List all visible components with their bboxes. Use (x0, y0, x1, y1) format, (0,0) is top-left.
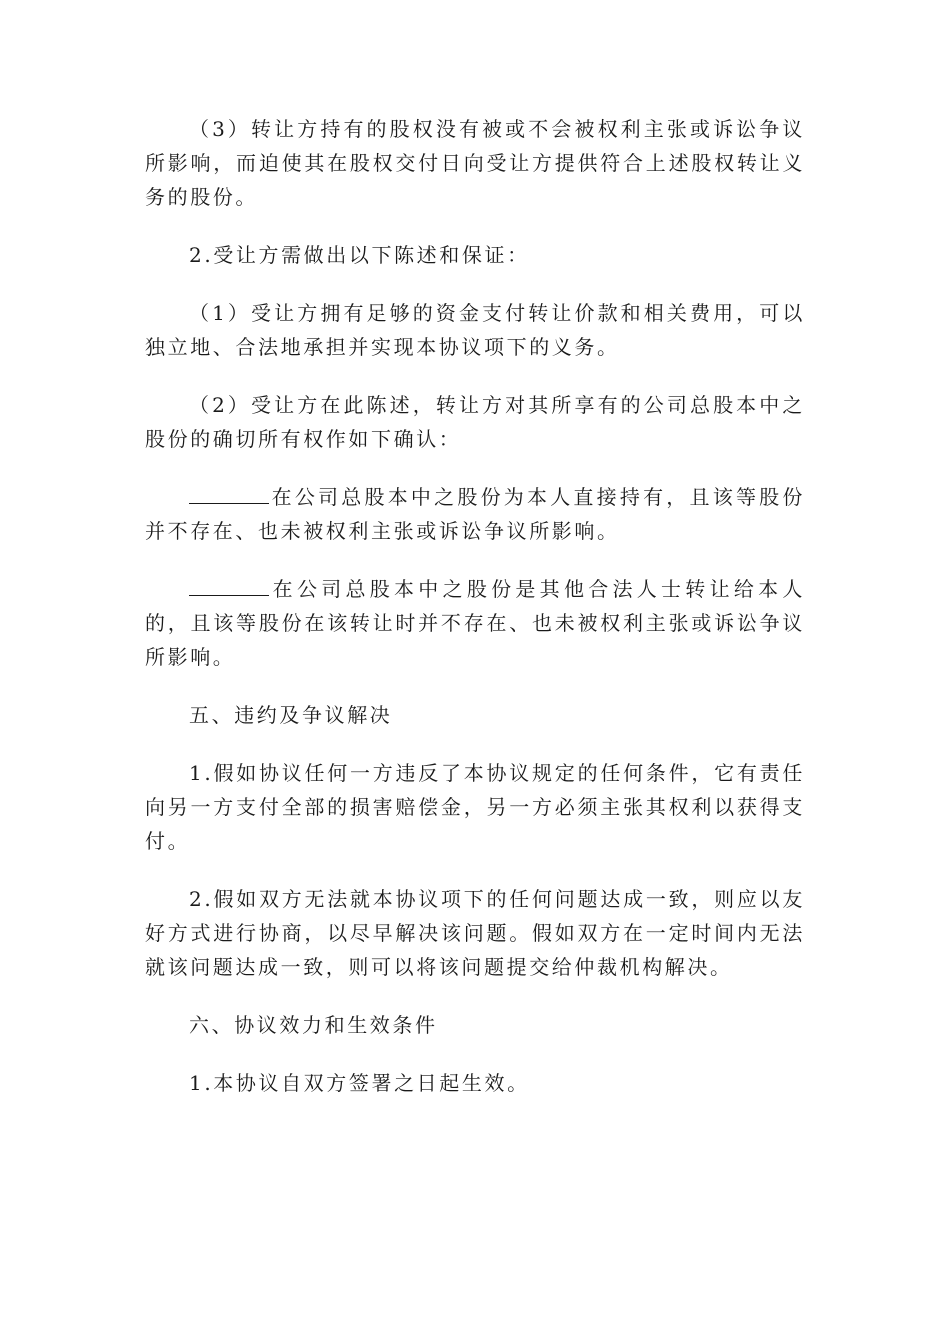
paragraph-dispute-2: 2.假如双方无法就本协议项下的任何问题达成一致，则应以友好方式进行协商，以尽早解决该问题。假如双方在一定时间内无法就该问题达成一致，则可以将该问题提交给仲裁机构解决。 (145, 887, 805, 979)
paragraph-transferred-holding-text: 在公司总股本中之股份是其他合法人士转让给本人的，且该等股份在该转让时并不存在、也未被权利主张或诉讼争议所影响。 (145, 577, 805, 669)
paragraph-direct-holding (145, 480, 805, 548)
paragraph-transferor-warranty-3: （3）转让方持有的股权没有被或不会被权利主张或诉讼争议所影响，而迫使其在股权交付日向受让方提供符合上述股权转让义务的股份。 (145, 117, 805, 209)
document-body (145, 112, 805, 1124)
paragraph-breach-1: 1.假如协议任何一方违反了本协议规定的任何条件，它有责任向另一方支付全部的损害赔偿金，另一方必须主张其权利以获得支付。 (145, 761, 805, 853)
paragraph-transferee-warranty-1: （1）受让方拥有足够的资金支付转让价款和相关费用，可以独立地、合法地承担并实现本协议项下的义务。 (145, 301, 805, 359)
blank-line (189, 483, 269, 504)
paragraph-transferee-warranty-heading: 2.受让方需做出以下陈述和保证： (189, 243, 530, 267)
paragraph-effective-1: 1.本协议自双方签署之日起生效。 (189, 1071, 530, 1095)
blank-line (189, 575, 269, 596)
section-heading-effectiveness: 六、协议效力和生效条件 (189, 1013, 438, 1037)
paragraph-transferred-holding (145, 572, 805, 674)
section-heading-breach: 五、违约及争议解决 (189, 703, 393, 727)
paragraph-direct-holding-text: 在公司总股本中之股份为本人直接持有，且该等股份并不存在、也未被权利主张或诉讼争议所影响。 (145, 485, 805, 543)
paragraph-transferee-warranty-2: （2）受让方在此陈述，转让方对其所享有的公司总股本中之股份的确切所有权作如下确认： (145, 393, 805, 451)
